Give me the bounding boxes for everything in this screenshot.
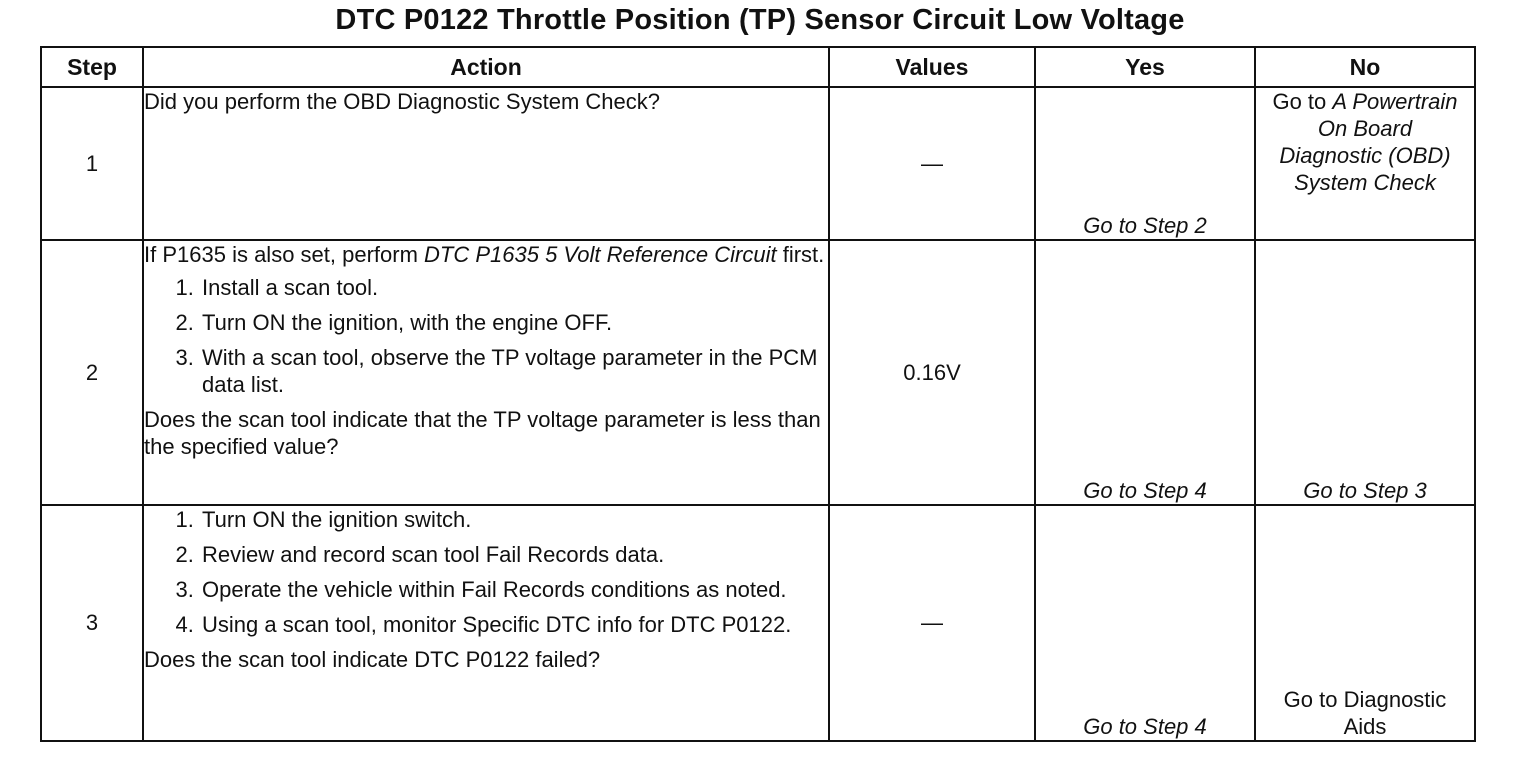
action-cell xyxy=(143,240,829,505)
action-cell xyxy=(143,505,829,741)
no-link[interactable]: A Powertrain On Board Diagnostic (OBD) System Check xyxy=(1279,89,1458,195)
value-cell: — xyxy=(829,87,1035,240)
intro-reference-link[interactable]: DTC P1635 5 Volt Reference Circuit xyxy=(424,242,777,267)
yes-link[interactable]: Go to Step 2 xyxy=(1083,213,1207,238)
list-item: 3. With a scan tool, observe the TP voltage parameter in the PCM data list. xyxy=(200,344,828,398)
no-cell xyxy=(1255,240,1475,505)
yes-link[interactable]: Go to Step 4 xyxy=(1083,478,1207,503)
header-step: Step xyxy=(41,47,143,87)
no-cell xyxy=(1255,505,1475,741)
header-action: Action xyxy=(143,47,829,87)
list-item: 1. Install a scan tool. xyxy=(200,274,828,301)
action-question: Does the scan tool indicate DTC P0122 failed? xyxy=(144,647,601,672)
header-values: Values xyxy=(829,47,1035,87)
yes-link[interactable]: Go to Step 4 xyxy=(1083,714,1207,739)
table-header-row xyxy=(41,47,1475,87)
list-item: 3. Operate the vehicle within Fail Records conditions as noted. xyxy=(200,576,828,603)
header-no: No xyxy=(1255,47,1475,87)
list-item: 4. Using a scan tool, monitor Specific DTC info for DTC P0122. xyxy=(200,611,828,638)
yes-cell xyxy=(1035,505,1255,741)
action-intro xyxy=(144,241,828,268)
yes-cell xyxy=(1035,87,1255,240)
no-text-prefix: Go to xyxy=(1272,89,1333,114)
step-number: 2 xyxy=(41,240,143,505)
action-question: Does the scan tool indicate that the TP voltage parameter is less than the specified value? xyxy=(144,407,821,459)
table-row xyxy=(41,240,1475,505)
header-yes: Yes xyxy=(1035,47,1255,87)
table-row xyxy=(41,87,1475,240)
intro-suffix: first. xyxy=(776,242,825,267)
no-cell xyxy=(1255,87,1475,240)
no-link[interactable]: Go to Step 3 xyxy=(1303,478,1427,503)
list-item: 2. Turn ON the ignition, with the engine OFF. xyxy=(200,309,828,336)
yes-cell xyxy=(1035,240,1255,505)
action-text: Did you perform the OBD Diagnostic System Check? xyxy=(144,89,660,114)
step-number: 3 xyxy=(41,505,143,741)
list-item: 2. Review and record scan tool Fail Records data. xyxy=(200,541,828,568)
diagnostic-table xyxy=(40,46,1476,742)
step-number: 1 xyxy=(41,87,143,240)
list-item: 1. Turn ON the ignition switch. xyxy=(200,506,828,533)
no-text[interactable]: Go to Diagnostic Aids xyxy=(1283,687,1447,739)
action-cell xyxy=(143,87,829,240)
action-steps-list xyxy=(144,274,828,398)
page-title: DTC P0122 Throttle Position (TP) Sensor Circuit Low Voltage xyxy=(335,4,1185,36)
intro-prefix: If P1635 is also set, perform xyxy=(144,242,425,267)
table-row xyxy=(41,505,1475,741)
action-steps-list xyxy=(144,506,828,638)
value-cell: 0.16V xyxy=(829,240,1035,505)
value-cell: — xyxy=(829,505,1035,741)
